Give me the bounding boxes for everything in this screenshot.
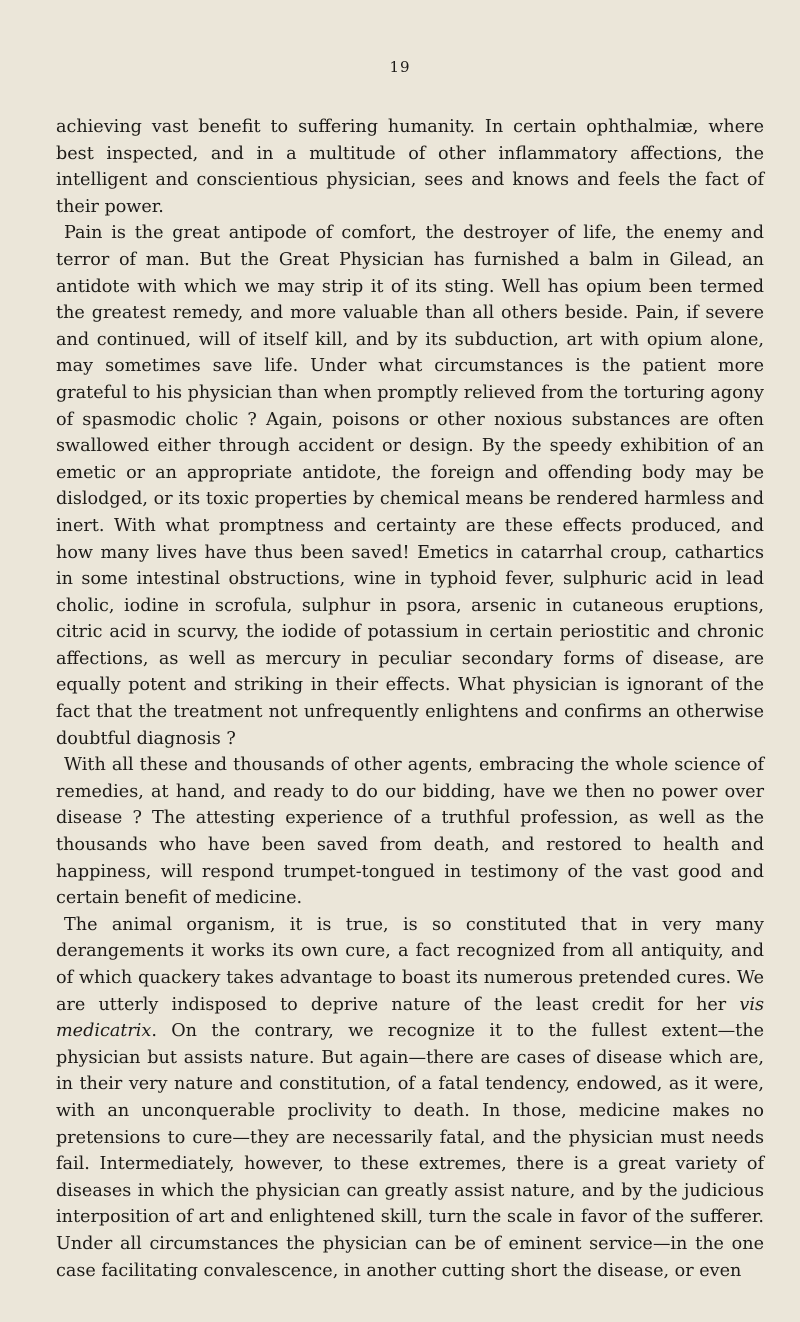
- latin-term: vis medicatrix: [56, 994, 764, 1042]
- paragraph-continuation: achieving vast benefit to suffering humanity. In certain ophthalmiæ, where best inspected, and in a multitude of other inflammatory affections, the intelligent and conscientious physician, sees and knows and feels the fact of their power.: [56, 117, 764, 217]
- body-text: [56, 114, 764, 1284]
- paragraph-text-after: . On the contrary, we recognize it to the fullest extent—the physician but assists nature. But again—there are cases of disease which are, in their very nature and constitution, of a fatal tendency, endowed, as it were, with an unconquerable proclivity to death. In those, medicine makes no pretensions to cure—they are necessarily fatal, and the physician must needs fail. Intermediately, however, to these extremes, there is a great variety of diseases in which the physician can greatly assist nature, and by the judicious interposition of art and enlightened skill, turn the scale in favor of the sufferer. Under all circumstances the physician can be of eminent service—in the one case facilitating convalescence, in another cutting short the disease, or even: [56, 1021, 764, 1281]
- paragraph-remedies: With all these and thousands of other agents, embracing the whole science of remedies, at hand, and ready to do our bidding, have we then no power over disease ? The attesting experience of a truthful profession, as well as the thousands who have been saved from death, and restored to health and happiness, will respond trumpet-tongued in testimony of the vast good and certain benefit of medicine.: [56, 755, 764, 909]
- paragraph-text-before: The animal organism, it is true, is so constituted that in very many derangements it works its own cure, a fact recognized from all antiquity, and of which quackery takes advantage to boast its numerous pretended cures. We are utterly indisposed to deprive nature of the least credit for her: [56, 914, 764, 1015]
- paragraph-pain: Pain is the great antipode of comfort, the destroyer of life, the enemy and terror of man. But the Great Physician has furnished a balm in Gilead, an antidote with which we may strip it of its sting. Well has opium been termed the greatest remedy, and more valuable than all others beside. Pain, if severe and continued, will of itself kill, and by its subduction, art with opium alone, may sometimes save life. Under what circumstances is the patient more grateful to his physician than when promptly relieved from the torturing agony of spasmodic cholic ? Again, poisons or other noxious substances are often swallowed either through accident or design. By the speedy exhibition of an emetic or an appropriate antidote, the foreign and offending body may be dislodged, or its toxic properties by chemical means be rendered harmless and inert. With what promptness and certainty are these effects produced, and how many lives have thus been saved! Emetics in catarrhal croup, cathartics in some intestinal obstructions, wine in typhoid fever, sulphuric acid in lead cholic, iodine in scrofula, sulphur in psora, arsenic in cutaneous eruptions, citric acid in scurvy, the iodide of potassium in certain periostitic and chronic affections, as well as mercury in peculiar secondary forms of disease, are equally potent and striking in their effects. What physician is ignorant of the fact that the treatment not unfrequently enlightens and confirms an otherwise doubtful diagnosis ?: [56, 223, 764, 749]
- paragraph-animal-organism: [56, 912, 764, 1284]
- page-number: 19: [389, 58, 411, 76]
